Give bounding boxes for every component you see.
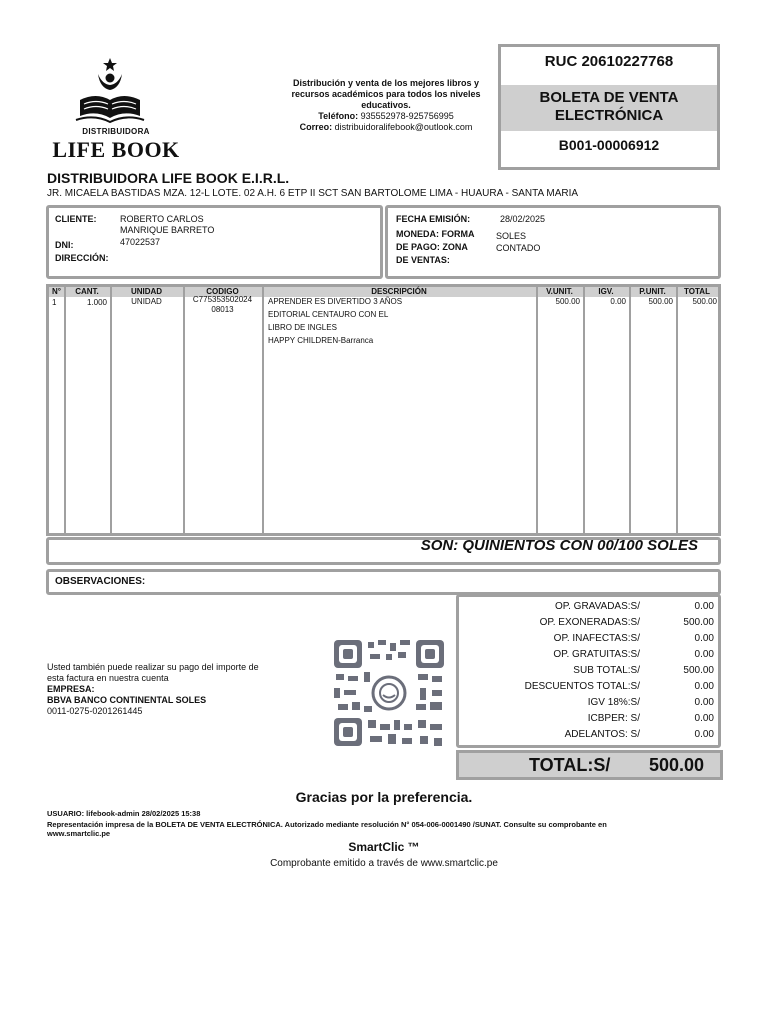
totals-box (456, 594, 721, 748)
meta-box (385, 205, 721, 279)
moneda-label-3: DE VENTAS: (396, 255, 450, 265)
logo-title: LIFE BOOK (52, 137, 180, 162)
row-n: 1 (52, 298, 57, 307)
logo-subtitle: DISTRIBUIDORA (82, 127, 150, 136)
client-box (46, 205, 383, 279)
row-descripcion: APRENDER ES DIVERTIDO 3 AÑOS EDITORIAL CENTAURO CON EL LIBRO DE INGLES HAPPY CHILDREN-Barranca (268, 297, 403, 345)
direccion-label: DIRECCIÓN: (55, 253, 109, 263)
company-phone: Teléfono: 935552978-925756995 (318, 111, 454, 121)
company-info (276, 78, 496, 133)
row-vunit: 500.00 (555, 297, 580, 306)
document-number: B001-00006912 (558, 137, 660, 153)
footer-representation: Representación impresa de la BOLETA DE VENTA ELECTRÓNICA. Autorizado mediante resolución N° 054-006-0001490 /SUNAT. Consulte su comprobante en www.smartclic.pe (47, 820, 607, 838)
smartclic-via: Comprobante emitido a través de www.smartclic.pe (270, 858, 498, 869)
total-row-gravadas: OP. GRAVADAS:S/ 0.00 (554, 601, 714, 612)
observations-box (46, 569, 721, 595)
row-igv: 0.00 (610, 297, 626, 306)
col-header-n: N° (52, 287, 61, 296)
total-row-descuentos: DESCUENTOS TOTAL:S/ 0.00 (524, 681, 714, 692)
total-row-adelantos: ADELANTOS: S/ 0.00 (564, 729, 714, 740)
row-cant: 1.000 (86, 298, 107, 307)
issuer-name: DISTRIBUIDORA LIFE BOOK E.I.R.L. (47, 170, 290, 186)
document-id-box (498, 44, 720, 170)
grand-total-value: 500.00 (648, 755, 704, 775)
total-row-subtotal: SUB TOTAL:S/ 500.00 (573, 665, 714, 676)
col-header-codigo: CODIGO (206, 287, 239, 296)
cliente-name-2: MANRIQUE BARRETO (120, 225, 215, 235)
grand-total-box (456, 750, 723, 780)
issuer-address: JR. MICAELA BASTIDAS MZA. 12-L LOTE. 02 A.H. 6 ETP II SCT SAN BARTOLOME LIMA - HUAURA - SANTA MARIA (47, 188, 579, 199)
grand-total-label: TOTAL:S/ (529, 755, 611, 775)
footer-usuario: USUARIO: lifebook-admin 28/02/2025 15:38 (47, 809, 201, 818)
row-punit: 500.00 (648, 297, 673, 306)
col-header-vunit: V.UNIT. (546, 287, 573, 296)
amount-in-words: SON: QUINIENTOS CON 00/100 SOLES (420, 537, 698, 554)
observations-label: OBSERVACIONES: (55, 576, 146, 587)
company-tagline-2: recursos académicos para todos los niveles (291, 89, 481, 99)
smartclic-brand: SmartClic ™ (348, 840, 420, 854)
company-email: Correo: distribuidoralifebook@outlook.com (299, 122, 473, 132)
document-type: BOLETA DE VENTA ELECTRÓNICA (501, 85, 717, 131)
col-header-total: TOTAL (684, 287, 710, 296)
dni-label: DNI: (55, 240, 74, 250)
qr-code (334, 640, 444, 746)
row-unidad: UNIDAD (131, 297, 162, 306)
company-tagline-3: educativos. (361, 100, 411, 110)
fecha-label: FECHA EMISIÓN: (396, 214, 471, 224)
cliente-name-1: ROBERTO CARLOS (120, 214, 204, 224)
moneda-label-2: DE PAGO: ZONA (396, 242, 468, 252)
company-tagline-1: Distribución y venta de los mejores libros y (292, 78, 480, 88)
thanks-message: Gracias por la preferencia. (295, 789, 473, 805)
moneda-value: SOLES (496, 231, 527, 241)
row-total: 500.00 (692, 297, 717, 306)
col-header-descripcion: DESCRIPCIÓN (371, 287, 427, 296)
total-row-igv: IGV 18%:S/ 0.00 (587, 697, 714, 708)
total-row-gratuitas: OP. GRATUITAS:S/ 0.00 (553, 649, 714, 660)
ruc-number: RUC 20610227768 (544, 53, 674, 70)
col-header-unidad: UNIDAD (130, 287, 163, 296)
forma-pago-value: CONTADO (496, 243, 541, 253)
total-row-inafectas: OP. INAFECTAS:S/ 0.00 (553, 633, 714, 644)
total-row-icbper: ICBPER: S/ 0.00 (587, 713, 714, 724)
moneda-label-1: MONEDA: FORMA (396, 229, 475, 239)
col-header-punit: P.UNIT. (639, 287, 666, 296)
col-header-igv: IGV. (598, 287, 614, 296)
row-codigo: C775353502024 08013 (192, 295, 253, 314)
dni-value: 47022537 (120, 237, 161, 247)
cliente-label: CLIENTE: (55, 214, 97, 224)
total-row-exoneradas: OP. EXONERADAS:S/ 500.00 (539, 617, 714, 628)
payment-info: Usted también puede realizar su pago del importe de esta factura en nuestra cuenta EMPRESA: BBVA BANCO CONTINENTAL SOLES 0011-0275-0201261445 (47, 662, 259, 716)
fecha-value: 28/02/2025 (500, 214, 546, 224)
col-header-cant: CANT. (75, 287, 99, 296)
items-table (46, 284, 721, 536)
